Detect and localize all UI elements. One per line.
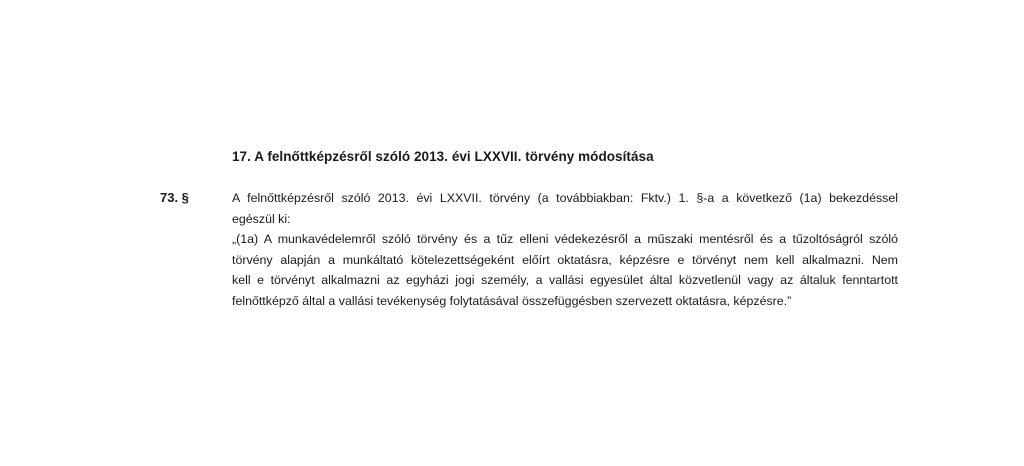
paragraph-number: 73. § (160, 190, 189, 205)
body-line: A felnőttképzésről szóló 2013. évi LXXVII. törvény (a továbbiakban: Fktv.) 1. §-a a következő (1a) bekezdéssel (232, 191, 898, 205)
body-line: törvény alapján a munkáltató kötelezettségeként előírt oktatásra, képzésre e törvényt nem kell alkalmazni. Nem (232, 252, 898, 267)
body-line: felnőttképző által a vallási tevékenység folytatásával összefüggésben szervezett oktatásra, képzésre.” (232, 293, 792, 308)
body-line: egészül ki: (232, 211, 291, 226)
paragraph-body (232, 188, 898, 311)
body-line: kell e törvényt alkalmazni az egyházi jogi személy, a vallási egyesület által közvetlenül vagy az általuk fenntartott (232, 273, 898, 287)
section-title: 17. A felnőttképzésről szóló 2013. évi LXXVII. törvény módosítása (232, 149, 654, 164)
body-line: „(1a) A munkavédelemről szóló törvény és a tűz elleni védekezésről a műszaki mentésről és a tűzoltóságról szóló (232, 232, 898, 246)
